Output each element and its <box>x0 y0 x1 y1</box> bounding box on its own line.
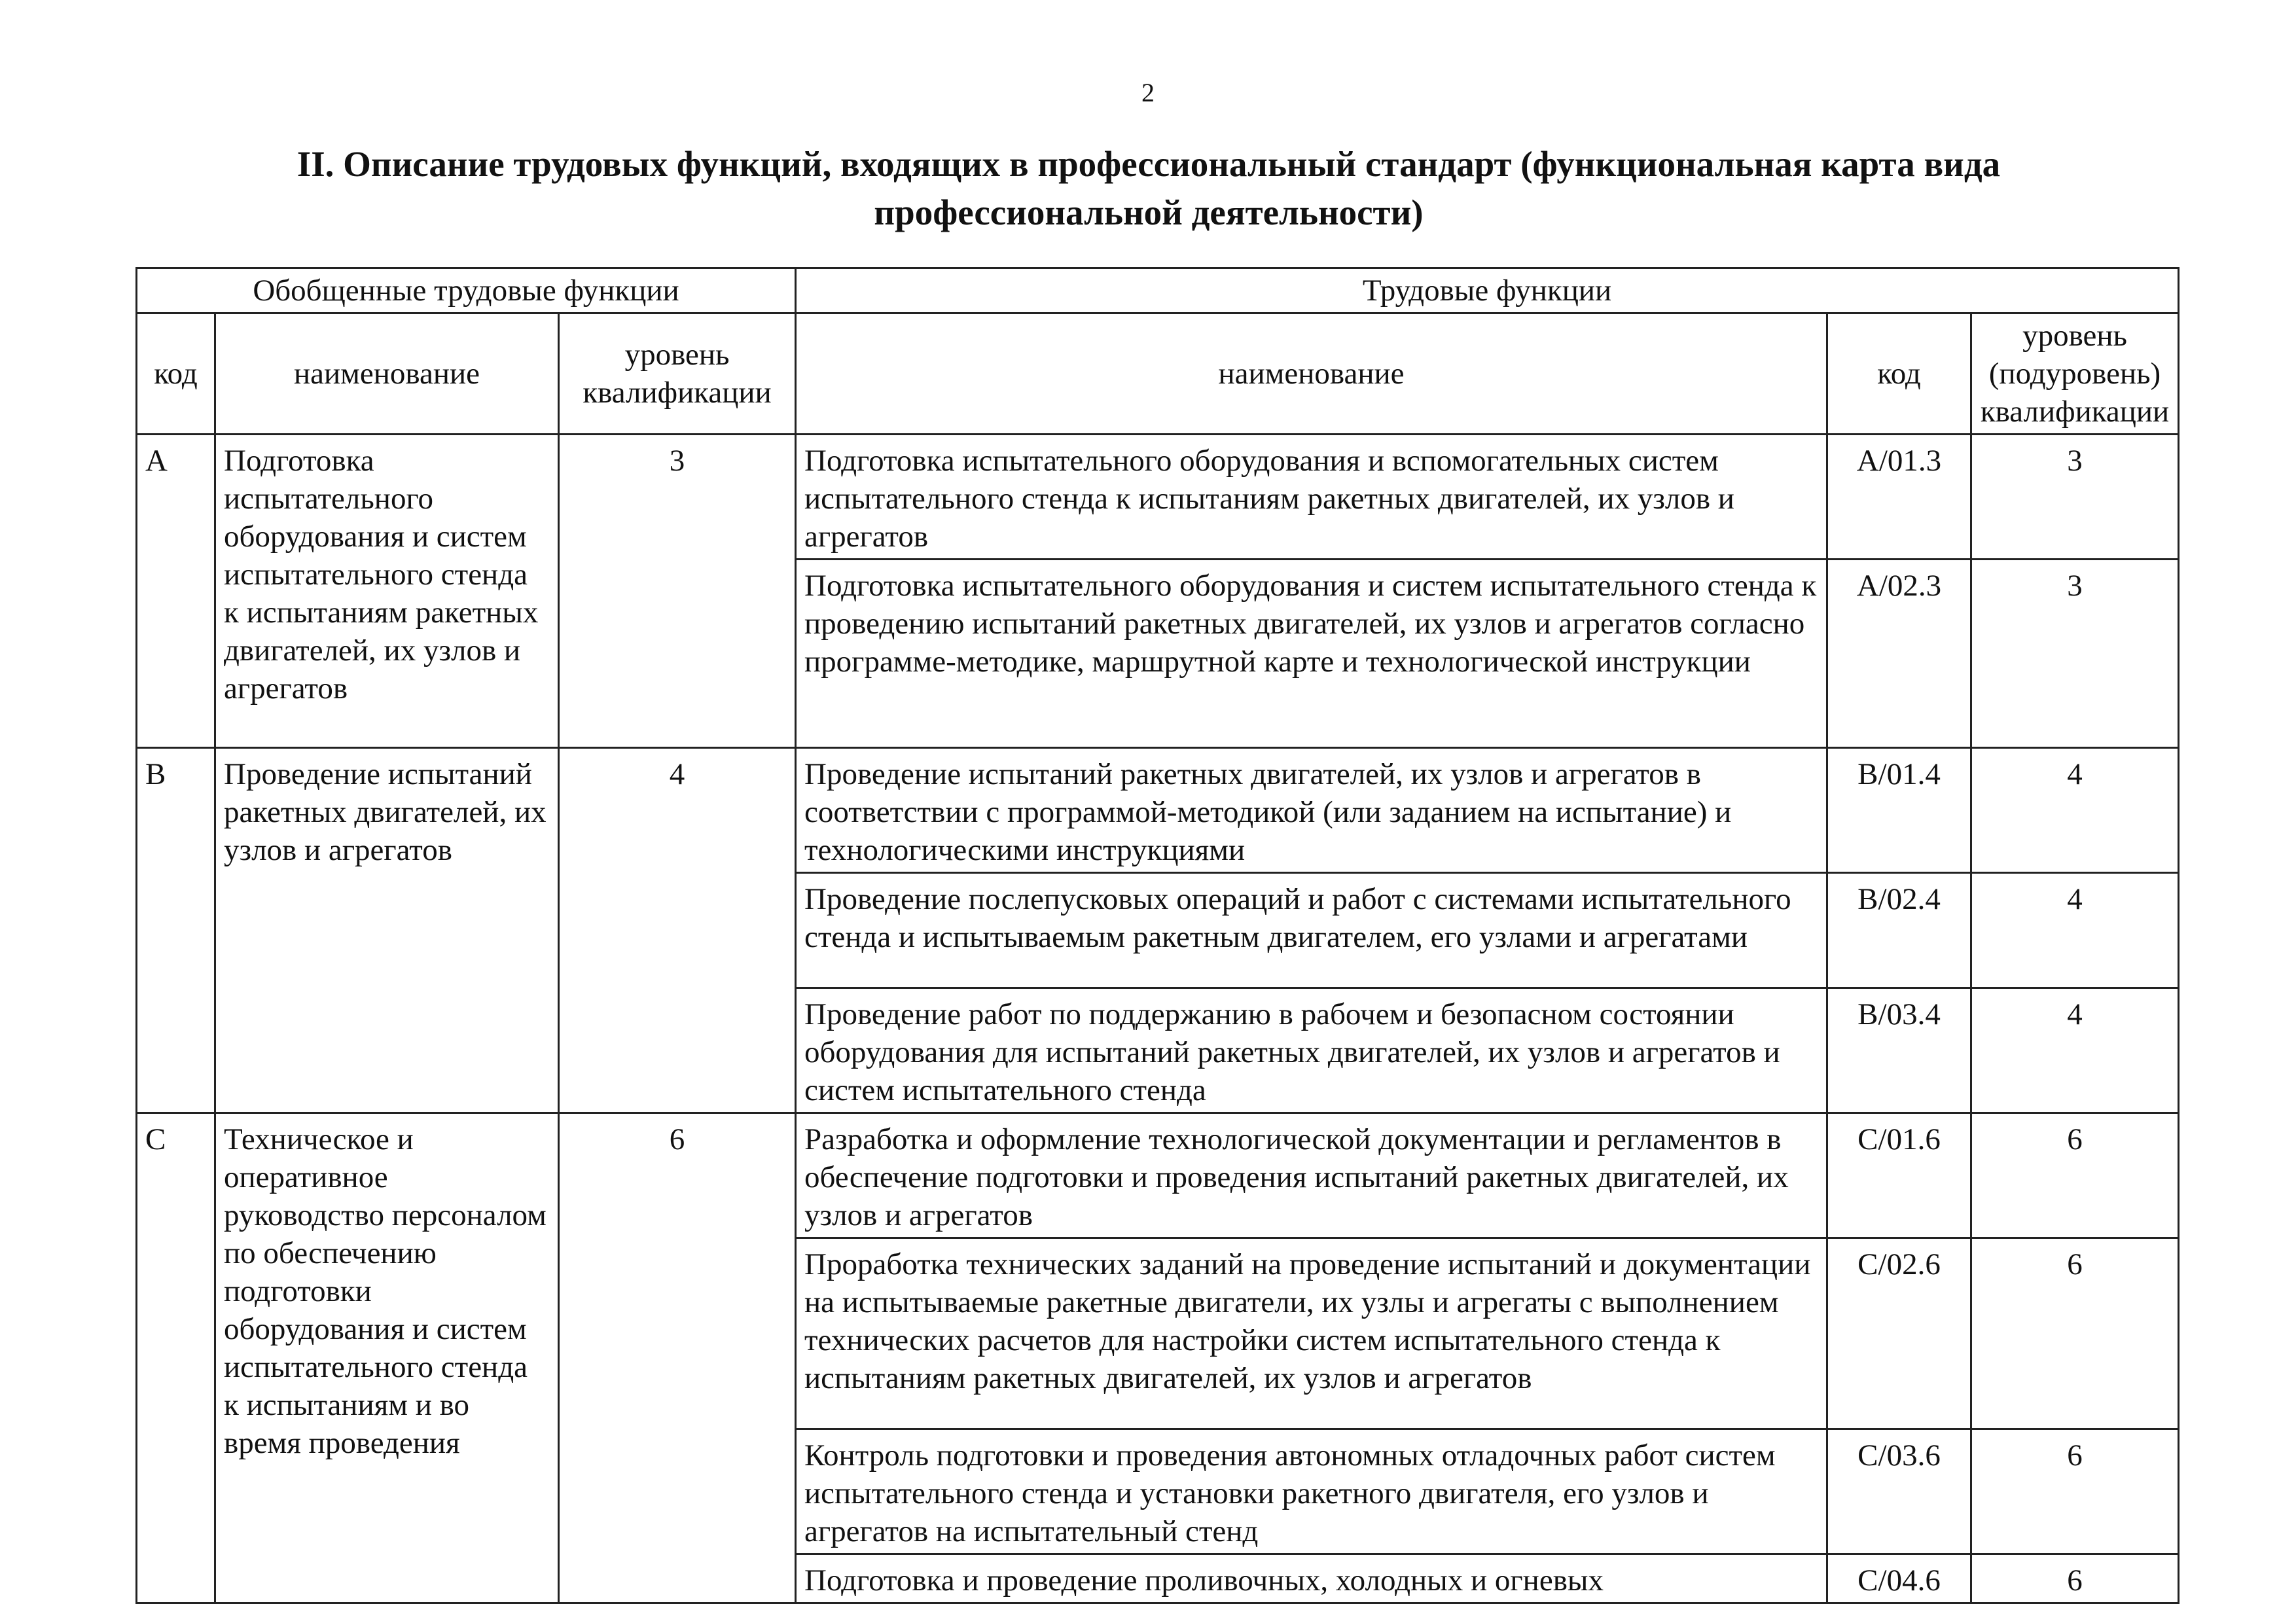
function-code: C/03.6 <box>1827 1429 1971 1554</box>
function-name: Проработка технических заданий на проведение испытаний и документации на испытываемые ракетные двигатели, их узлы и агрегаты с выполнением технических расчетов для настройки систем испытательного стенда к испытаниям ракетных двигателей, их узлов и агрегатов <box>796 1238 1827 1429</box>
function-code: C/01.6 <box>1827 1113 1971 1238</box>
group-level: 3 <box>559 435 796 748</box>
function-name: Проведение испытаний ракетных двигателей, их узлов и агрегатов в соответствии с программой-методикой (или заданием на испытание) и технологическими инструкциями <box>796 748 1827 873</box>
function-name: Подготовка испытательного оборудования и вспомогательных систем испытательного стенда к испытаниям ракетных двигателей, их узлов и агрегатов <box>796 435 1827 560</box>
col-tf-name: наименование <box>796 313 1827 435</box>
function-level: 4 <box>1971 873 2179 988</box>
function-name: Подготовка испытательного оборудования и систем испытательного стенда к проведению испытаний ракетных двигателей, их узлов и агрегатов согласно программе-методике, маршрутной карте и технологической инструкции <box>796 560 1827 748</box>
function-level: 6 <box>1971 1554 2179 1603</box>
group-code: C <box>137 1113 215 1603</box>
generalized-functions-header: Обобщенные трудовые функции <box>137 268 796 313</box>
function-code: B/03.4 <box>1827 988 1971 1113</box>
function-level: 3 <box>1971 435 2179 560</box>
function-level: 6 <box>1971 1113 2179 1238</box>
function-code: B/01.4 <box>1827 748 1971 873</box>
function-code: A/01.3 <box>1827 435 1971 560</box>
column-header-row <box>137 313 2179 435</box>
function-name: Проведение послепусковых операций и работ с системами испытательного стенда и испытываемым ракетным двигателем, его узлами и агрегатами <box>796 873 1827 988</box>
function-code: A/02.3 <box>1827 560 1971 748</box>
group-name: Проведение испытаний ракетных двигателей, их узлов и агрегатов <box>215 748 559 1113</box>
function-level: 6 <box>1971 1238 2179 1429</box>
functional-map-table <box>135 267 2179 1604</box>
group-name: Техническое и оперативное руководство персоналом по обеспечению подготовки оборудования и систем испытательного стенда к испытаниям и во время проведения <box>215 1113 559 1603</box>
function-name: Подготовка и проведение проливочных, холодных и огневых <box>796 1554 1827 1603</box>
function-code: C/02.6 <box>1827 1238 1971 1429</box>
group-level: 6 <box>559 1113 796 1603</box>
function-level: 3 <box>1971 560 2179 748</box>
function-name: Разработка и оформление технологической документации и регламентов в обеспечение подготовки и проведения испытаний ракетных двигателей, их узлов и агрегатов <box>796 1113 1827 1238</box>
group-header-row <box>137 268 2179 313</box>
col-gen-level: уровень квалификации <box>559 313 796 435</box>
group-name: Подготовка испытательного оборудования и систем испытательного стенда к испытаниям ракетных двигателей, их узлов и агрегатов <box>215 435 559 748</box>
labor-functions-header: Трудовые функции <box>796 268 2179 313</box>
function-code: C/04.6 <box>1827 1554 1971 1603</box>
group-code: A <box>137 435 215 748</box>
section-title: II. Описание трудовых функций, входящих в профессиональный стандарт (функциональная карта вида профессиональной деятельности) <box>296 144 2001 232</box>
function-code: B/02.4 <box>1827 873 1971 988</box>
group-level: 4 <box>559 748 796 1113</box>
col-tf-level: уровень (подуровень) квалификации <box>1971 313 2179 435</box>
page-number: 2 <box>1141 78 1155 107</box>
function-level: 6 <box>1971 1429 2179 1554</box>
col-tf-code: код <box>1827 313 1971 435</box>
table-row <box>137 748 2179 873</box>
group-code: B <box>137 748 215 1113</box>
function-name: Проведение работ по поддержанию в рабочем и безопасном состоянии оборудования для испытаний ракетных двигателей, их узлов и агрегатов и систем испытательного стенда <box>796 988 1827 1113</box>
function-name: Контроль подготовки и проведения автономных отладочных работ систем испытательного стенда и установки ракетного двигателя, его узлов и агрегатов на испытательный стенд <box>796 1429 1827 1554</box>
function-level: 4 <box>1971 988 2179 1113</box>
col-gen-code: код <box>137 313 215 435</box>
col-gen-name: наименование <box>215 313 559 435</box>
table-row <box>137 435 2179 560</box>
function-level: 4 <box>1971 748 2179 873</box>
table-row <box>137 1113 2179 1238</box>
